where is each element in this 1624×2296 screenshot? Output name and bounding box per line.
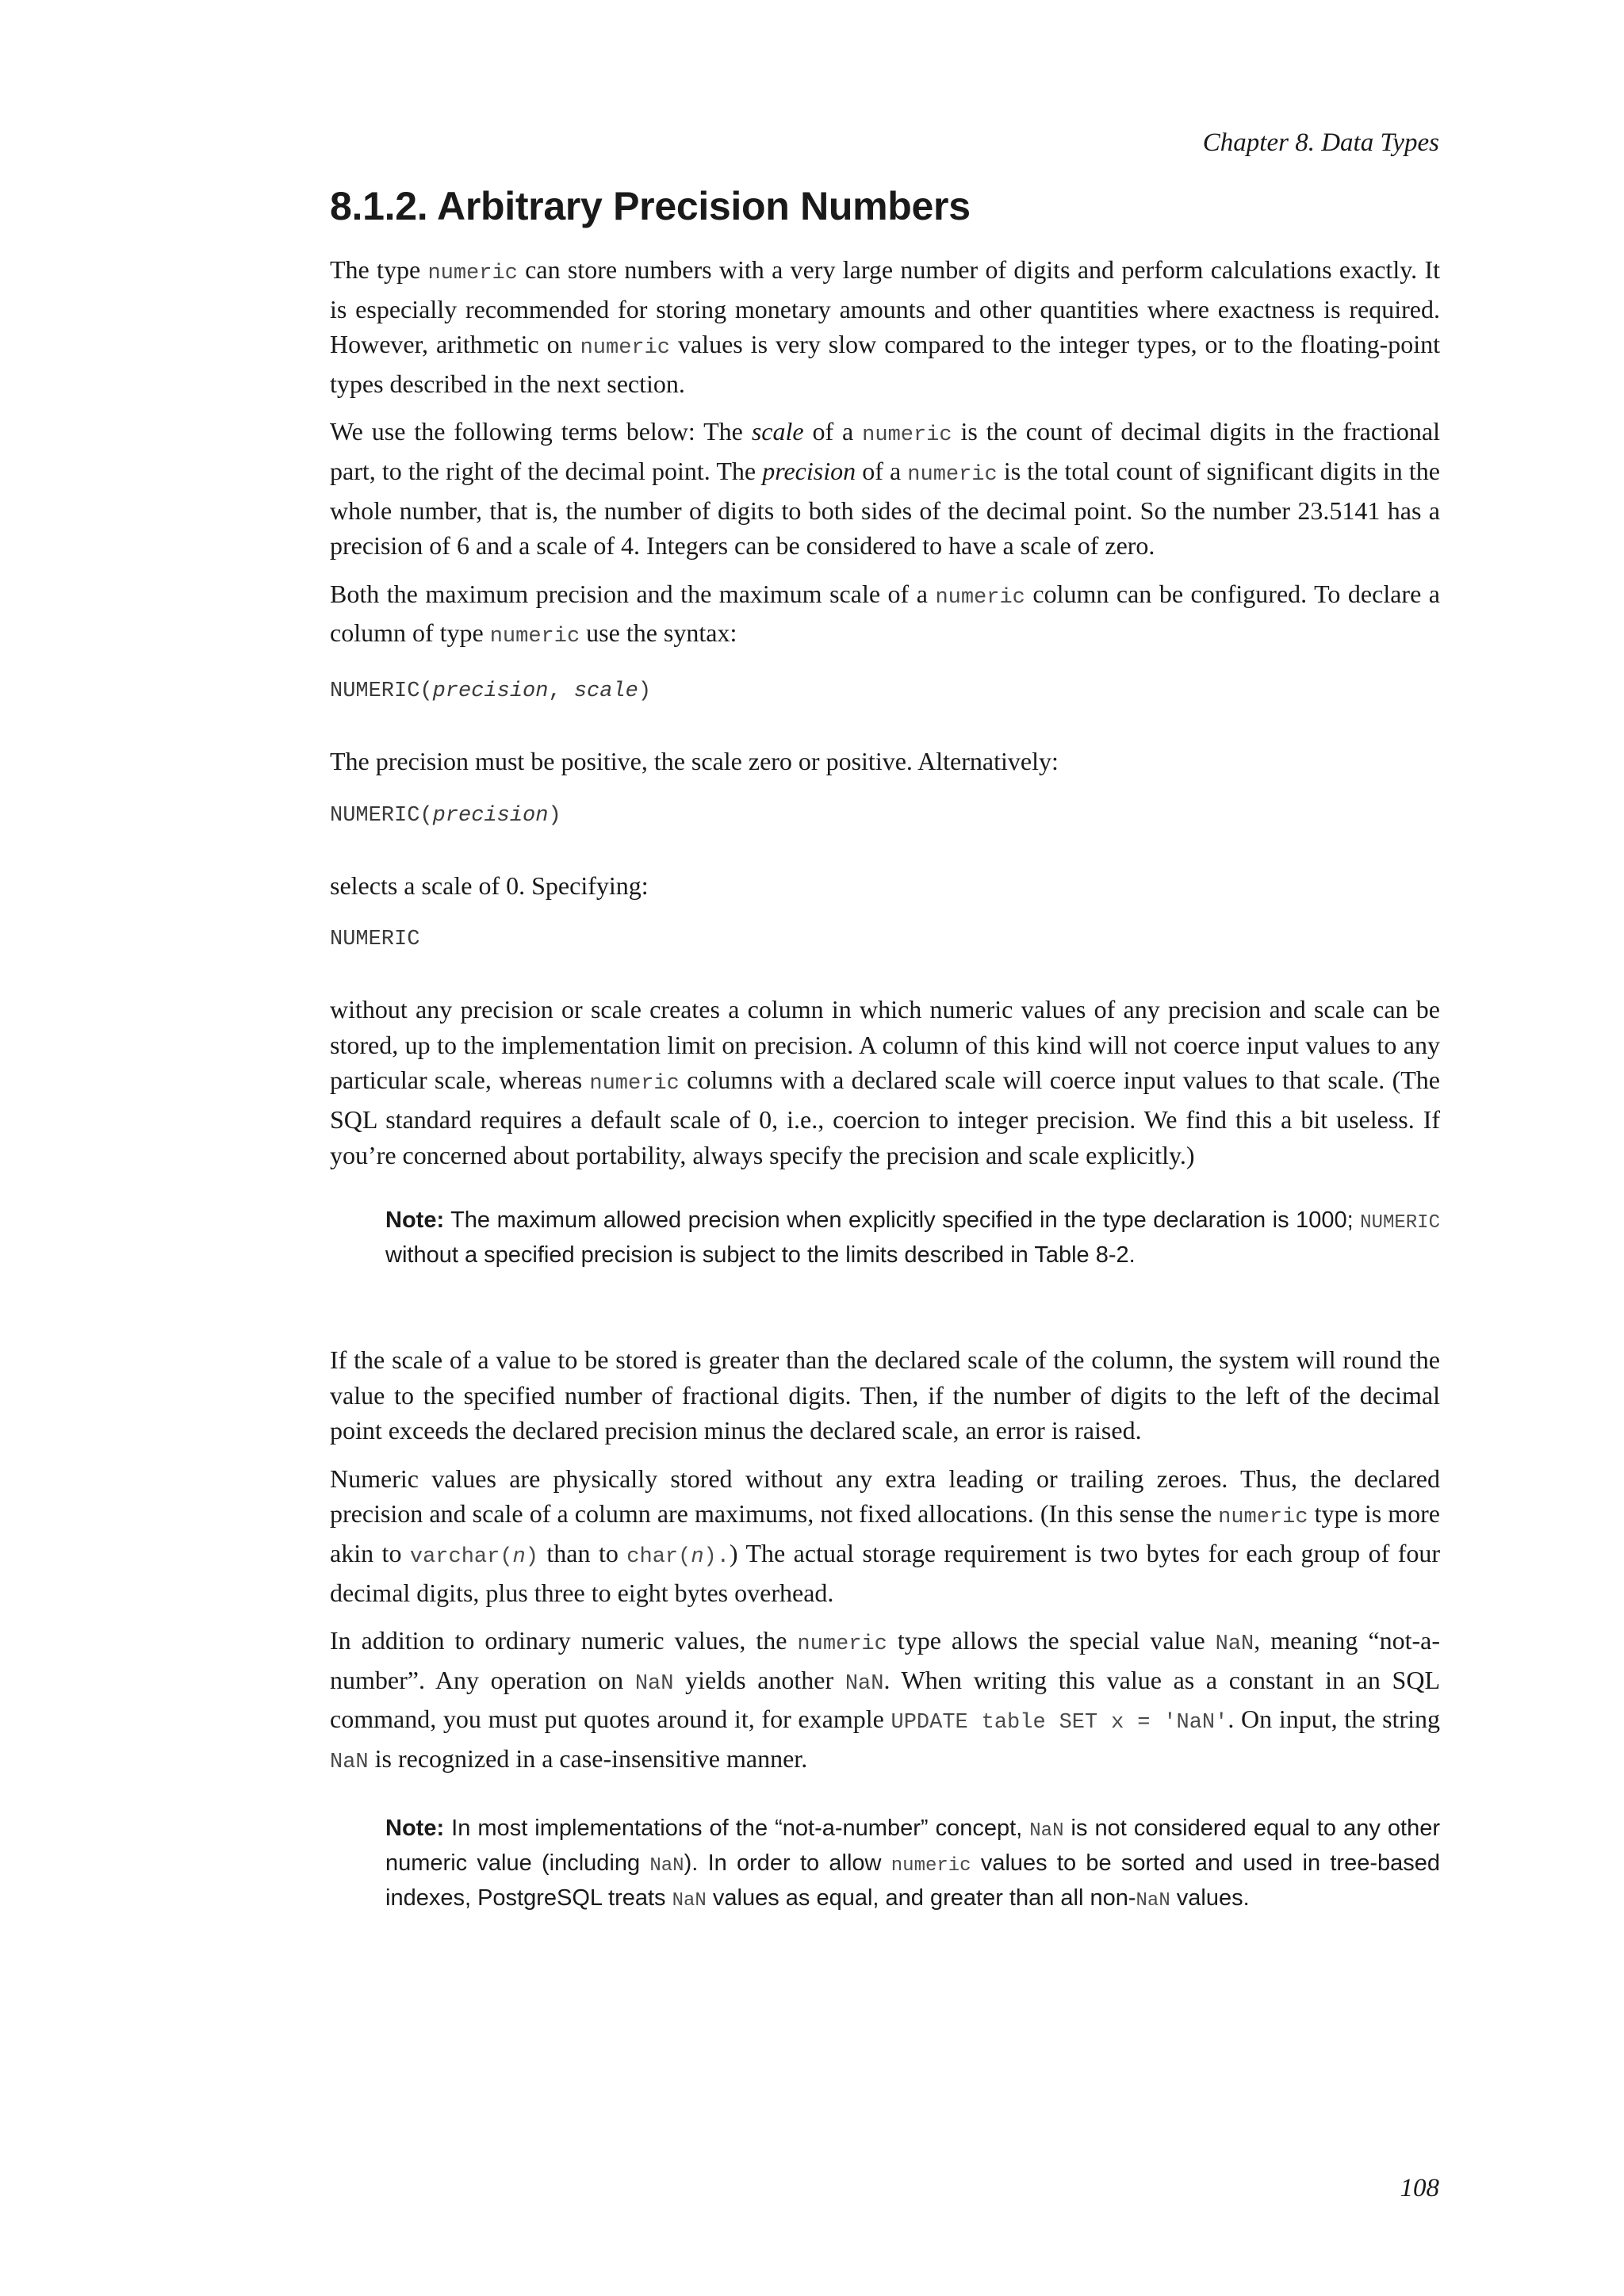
code-numeric: numeric <box>1218 1506 1308 1530</box>
code-nan: NaN <box>330 1751 369 1775</box>
paragraph-positive: The precision must be positive, the scale zero or positive. Alternatively: <box>330 746 1059 775</box>
code-block-precision-scale: NUMERIC(precision, scale) <box>330 679 652 703</box>
code-numeric: numeric <box>589 1072 680 1096</box>
code-numeric: numeric <box>797 1632 887 1657</box>
code-numeric: numeric <box>907 462 998 487</box>
code-nan: NaN <box>1215 1632 1254 1657</box>
code-numeric: numeric <box>862 423 952 448</box>
paragraph-nan: In addition to ordinary numeric values, the numeric type allows the special value NaN, meaning “not-a-number”. Any operation on NaN yields another NaN. When writing this value as a constant in an SQL command, you must put quotes around it, for example UPDATE table SET x = 'NaN'. On input, the string NaN is recognized in a case-insensitive manner. <box>330 1626 1441 1775</box>
code-numeric: numeric <box>427 262 518 285</box>
section-title: 8.1.2. Arbitrary Precision Numbers <box>330 184 971 228</box>
code-update-example: UPDATE table SET x = 'NaN' <box>891 1711 1228 1735</box>
code-char: char(n). <box>626 1545 730 1570</box>
code-nan: NaN <box>649 1854 684 1877</box>
term-scale: scale <box>751 417 804 446</box>
paragraph-scale-zero: selects a scale of 0. Specifying: <box>330 871 649 900</box>
paragraph-storage: Numeric values are physically stored without any extra leading or trailing zeroes. Thus, the declared precision and scale of a column are maximums, not fixed allocations. (In this sense the numeric type is more akin to varchar(n) than to char(n).) The actual storage requirement is two bytes for each group of four decimal digits, plus three to eight bytes overhead. <box>330 1464 1441 1607</box>
code-block-precision: NUMERIC(precision) <box>330 803 561 828</box>
code-nan: NaN <box>1029 1820 1064 1842</box>
note-label: Note: <box>385 1815 445 1841</box>
code-varchar: varchar(n) <box>409 1545 538 1570</box>
code-nan: NaN <box>845 1671 884 1696</box>
paragraph-numeric-intro: The type numeric can store numbers with a very large number of digits and perform calculations exactly. It is especially recommended for storing monetary amounts and other quantities where exactness is required. However, arithmetic on numeric values is very slow compared to the integer types, or to the floating-point types described in the next section. <box>330 255 1441 398</box>
code-nan: NaN <box>634 1671 674 1696</box>
note-label: Note: <box>385 1207 445 1234</box>
code-numeric: numeric <box>891 1854 971 1877</box>
code-nan: NaN <box>672 1889 707 1911</box>
note-nan-sorting: Note: In most implementations of the “not-a-number” concept, NaN is not considered equal to any other numeric value (including NaN). In order to allow numeric values to be sorted and used in tree-based indexes, PostgreSQL treats NaN values as equal, and greater than all non-NaN values. <box>385 1815 1441 1911</box>
page-content <box>330 181 1440 1988</box>
page-number: 108 <box>1400 2174 1439 2202</box>
code-numeric-upper: NUMERIC <box>1360 1212 1440 1234</box>
code-numeric: numeric <box>935 585 1025 610</box>
term-precision: precision <box>762 456 856 485</box>
code-numeric: numeric <box>580 336 671 361</box>
code-nan: NaN <box>1136 1889 1170 1911</box>
paragraph-configure: Both the maximum precision and the maximum scale of a numeric column can be configured. To declare a column of type numeric use the syntax: <box>330 579 1441 649</box>
paragraph-rounding: If the scale of a value to be stored is greater than the declared scale of the column, the system will round the value to the specified number of fractional digits. Then, if the number of digits to the left of the decimal point exceeds the declared precision minus the declared scale, an error is raised. <box>330 1345 1440 1445</box>
paragraph-unconstrained: without any precision or scale creates a column in which numeric values of any precision and scale can be stored, up to the implementation limit on precision. A column of this kind will not coerce input values to any particular scale, whereas numeric columns with a declared scale will coerce input values to that scale. (The SQL standard requires a default scale of 0, i.e., coercion to integer precision. We find this a bit useless. If you’re concerned about portability, always specify the precision and scale explicitly.) <box>330 995 1441 1169</box>
code-numeric: numeric <box>489 625 580 649</box>
note-max-precision: Note: The maximum allowed precision when explicitly specified in the type declaration is 1000; NUMERIC without a specified precision is subject to the limits described in Table 8-2. <box>385 1207 1440 1269</box>
code-block-numeric: NUMERIC <box>330 928 420 952</box>
paragraph-scale-precision: We use the following terms below: The scale of a numeric is the count of decimal digits in the fractional part, to the right of the decimal point. The precision of a numeric is the total count of significant digits in the whole number, that is, the number of digits to both sides of the decimal point. So the number 23.5141 has a precision of 6 and a scale of 4. Integers can be considered to have a scale of zero. <box>330 417 1441 561</box>
running-header: Chapter 8. Data Types <box>1202 128 1439 157</box>
